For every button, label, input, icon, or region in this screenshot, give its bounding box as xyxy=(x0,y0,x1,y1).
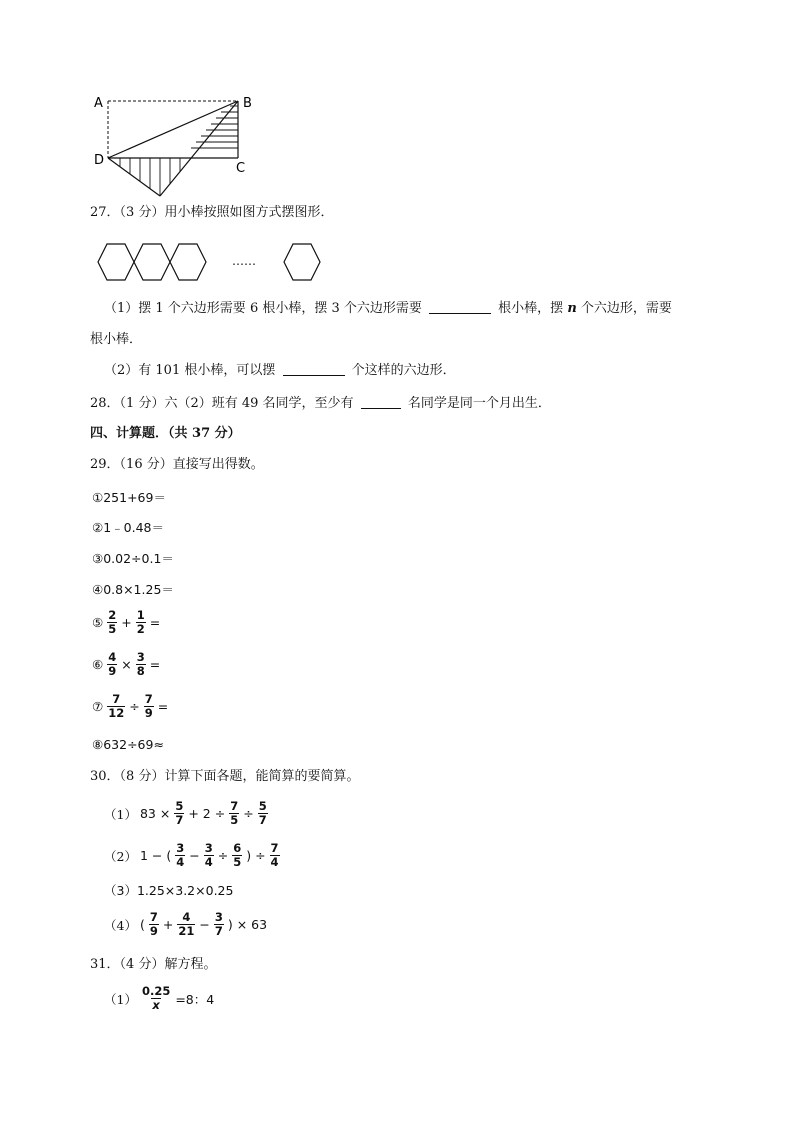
question-27-part-2 xyxy=(104,361,456,380)
question-31-heading: 31．（4 分）解方程。 xyxy=(90,957,217,972)
section-4-heading: 四、计算题．（共 37 分） xyxy=(90,426,241,441)
fraction: $\frac{4}{21}$ xyxy=(178,910,195,938)
operator: + xyxy=(162,917,174,932)
q30-part-2 xyxy=(104,842,281,869)
question-27-part-1 xyxy=(104,299,672,318)
item-marker: ⑦ xyxy=(92,699,104,714)
label-b: B xyxy=(243,96,252,111)
q28-text-b: 名同学是同一个月出生． xyxy=(407,396,551,411)
fraction: $\frac{1}{2}$ xyxy=(136,608,145,636)
rectangle-figure xyxy=(90,92,270,202)
fraction: $\frac{4}{9}$ xyxy=(108,650,117,678)
q27-p1-text-d: 根小棒． xyxy=(90,332,143,347)
fraction: $\frac{7}{4}$ xyxy=(270,841,279,869)
q27-answer-blank-3[interactable] xyxy=(283,361,345,376)
operator: ÷ xyxy=(217,848,229,863)
operator: − xyxy=(199,917,210,932)
part-marker: （2） xyxy=(104,848,137,864)
label-d: D xyxy=(94,153,105,168)
operator: ÷ xyxy=(243,806,254,821)
q29-item-4: ④0.8×1.25＝ xyxy=(92,582,174,597)
question-28 xyxy=(90,394,551,413)
fraction: $\frac{5}{7}$ xyxy=(175,799,184,827)
equals-sign: = xyxy=(157,699,169,714)
q29-item-8: ⑧632÷69≈ xyxy=(92,737,164,752)
fraction: $\frac{7}{9}$ xyxy=(149,910,158,938)
fraction: $\frac{7}{5}$ xyxy=(230,799,239,827)
fraction: $\frac{7}{12}$ xyxy=(108,692,125,720)
expression-text: ) × 63 xyxy=(227,917,268,932)
part-marker: （1） xyxy=(104,806,137,822)
fraction: $\frac{3}{4}$ xyxy=(176,841,185,869)
q29-item-7 xyxy=(92,693,168,720)
q27-answer-blank-1[interactable] xyxy=(429,299,491,314)
label-a: A xyxy=(94,96,103,111)
expression-text: 1 − ( xyxy=(139,848,172,863)
equals-sign: = xyxy=(149,615,161,630)
question-29-heading: 29．（16 分）直接写出得数。 xyxy=(90,457,264,472)
operator: − xyxy=(189,848,200,863)
part-marker: （4） xyxy=(104,917,137,933)
q30-part-3: （3）1.25×3.2×0.25 xyxy=(104,883,234,898)
expression-text: + 2 ÷ xyxy=(188,806,226,821)
fraction: $\frac{3}{8}$ xyxy=(136,650,145,678)
q27-p2-text-a: （2）有 101 根小棒，可以摆 xyxy=(104,363,276,378)
item-marker: ⑥ xyxy=(92,657,104,672)
label-c: C xyxy=(236,161,246,176)
q31-part-1 xyxy=(104,985,214,1012)
item-marker: ⑤ xyxy=(92,615,104,630)
q29-item-3: ③0.02÷0.1＝ xyxy=(92,551,174,566)
operator: ÷ xyxy=(129,699,140,714)
fraction: $\frac{3}{4}$ xyxy=(204,841,213,869)
ellipsis: …… xyxy=(232,254,256,268)
expression-text: ) ÷ xyxy=(246,848,266,863)
q27-p1-text-b: 根小棒，摆 xyxy=(498,301,564,316)
q27-p1-text-c: 个六边形，需要 xyxy=(580,301,672,316)
q27-p1-text-a: （1）摆 1 个六边形需要 6 根小棒，摆 3 个六边形需要 xyxy=(104,301,422,316)
q27-p2-text-b: 个这样的六边形． xyxy=(351,363,456,378)
question-30-heading: 30．（8 分）计算下面各题，能简算的要简算。 xyxy=(90,769,360,784)
hexagon-chain-figure xyxy=(94,238,334,286)
part-marker: （1） xyxy=(104,991,137,1007)
fraction: $\frac{2}{5}$ xyxy=(108,608,117,636)
q29-item-2: ②1﹣0.48＝ xyxy=(92,520,164,535)
equals-sign: = xyxy=(149,657,161,672)
q29-item-1: ①251+69＝ xyxy=(92,490,166,505)
q29-item-5 xyxy=(92,609,160,636)
expression-text: =8：4 xyxy=(175,991,215,1007)
expression-text: ( xyxy=(139,917,145,932)
q29-item-6 xyxy=(92,651,160,678)
fraction: $\frac{3}{7}$ xyxy=(214,910,223,938)
q28-answer-blank[interactable] xyxy=(361,394,401,409)
q30-part-4 xyxy=(104,911,267,938)
fraction: $\frac{0.25}{x}$ xyxy=(141,984,171,1012)
question-27-heading: 27．（3 分）用小棒按照如图方式摆图形． xyxy=(90,205,334,220)
fraction: $\frac{5}{7}$ xyxy=(258,799,267,827)
variable-n: n xyxy=(567,301,577,316)
operator: + xyxy=(121,615,132,630)
fraction: $\frac{6}{5}$ xyxy=(233,841,242,869)
fraction: $\frac{7}{9}$ xyxy=(144,692,153,720)
q30-part-1 xyxy=(104,800,269,827)
expression-text: 83 × xyxy=(139,806,171,821)
operator: × xyxy=(121,657,132,672)
q28-text-a: 28．（1 分）六（2）班有 49 名同学，至少有 xyxy=(90,396,354,411)
